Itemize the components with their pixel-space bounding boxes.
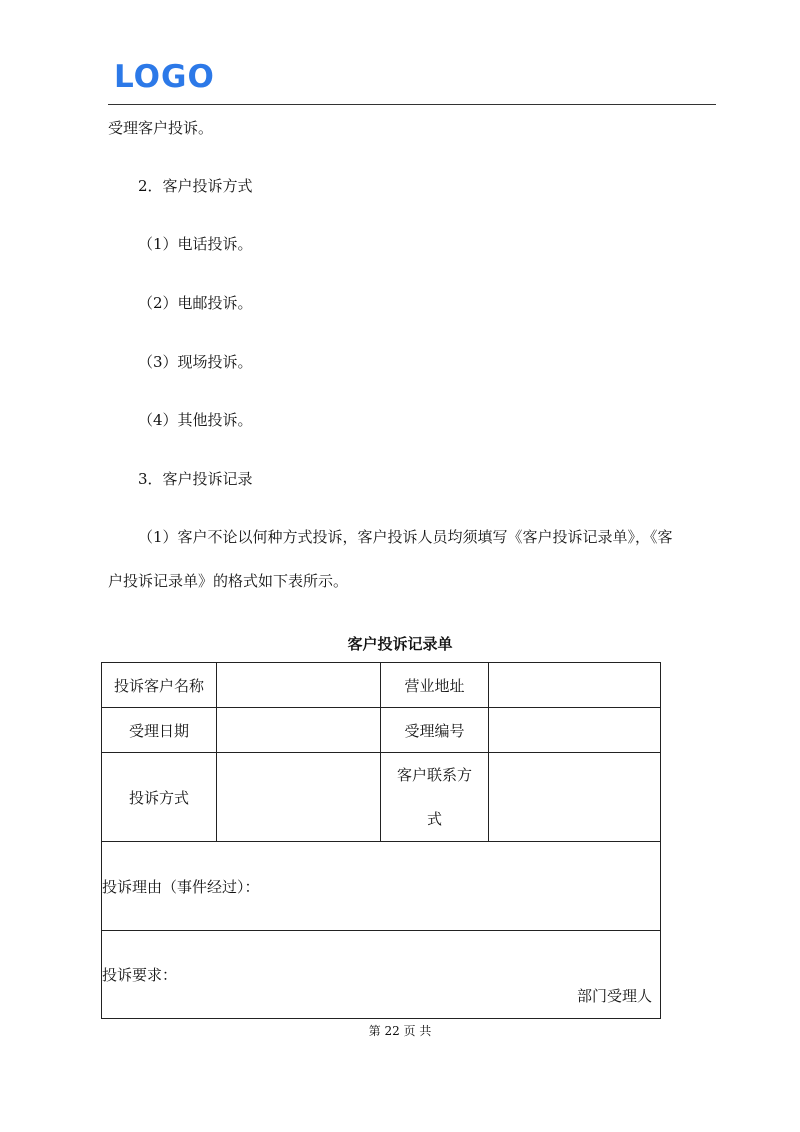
list-item-phone: （1）电话投诉。 bbox=[138, 235, 253, 253]
customer-name-label: 投诉客户名称 bbox=[102, 663, 217, 708]
form-title: 客户投诉记录单 bbox=[347, 635, 453, 653]
accept-number-field[interactable] bbox=[489, 708, 661, 753]
customer-contact-field[interactable] bbox=[489, 753, 661, 842]
customer-contact-label bbox=[381, 753, 489, 842]
complaint-method-field[interactable] bbox=[217, 753, 381, 842]
customer-name-field[interactable] bbox=[217, 663, 381, 708]
paragraph-line: 受理客户投诉。 bbox=[108, 119, 214, 137]
business-address-label: 营业地址 bbox=[381, 663, 489, 708]
paragraph-line: 户投诉记录单》的格式如下表所示。 bbox=[108, 572, 349, 590]
complaint-method-label: 投诉方式 bbox=[102, 753, 217, 842]
list-item-other: （4）其他投诉。 bbox=[138, 411, 253, 429]
contact-label-line2: 式 bbox=[426, 810, 442, 828]
complaint-reason-field[interactable] bbox=[102, 842, 661, 931]
list-item-email: （2）电邮投诉。 bbox=[138, 294, 253, 312]
complaint-requirement-field[interactable] bbox=[102, 931, 661, 1019]
section-heading-complaint-methods: 2．客户投诉方式 bbox=[138, 177, 253, 195]
accept-number-label: 受理编号 bbox=[381, 708, 489, 753]
accept-date-label: 受理日期 bbox=[102, 708, 217, 753]
list-item-onsite: （3）现场投诉。 bbox=[138, 353, 253, 371]
logo: LOGO bbox=[114, 59, 215, 95]
complaint-reason-label: 投诉理由（事件经过）： bbox=[102, 877, 260, 896]
dept-handler-label: 部门受理人 bbox=[576, 987, 652, 1005]
page-footer: 第 22 页 共 bbox=[368, 1024, 432, 1038]
section-heading-complaint-record: 3．客户投诉记录 bbox=[138, 470, 253, 488]
complaint-requirement-label: 投诉要求： bbox=[102, 966, 178, 984]
business-address-field[interactable] bbox=[489, 663, 661, 708]
contact-label-line1: 客户联系方 bbox=[396, 766, 472, 784]
complaint-record-form bbox=[101, 662, 661, 1019]
paragraph-line: （1）客户不论以何种方式投诉，客户投诉人员均须填写《客户投诉记录单》，《客 bbox=[138, 528, 673, 546]
header-divider bbox=[108, 104, 716, 105]
accept-date-field[interactable] bbox=[217, 708, 381, 753]
